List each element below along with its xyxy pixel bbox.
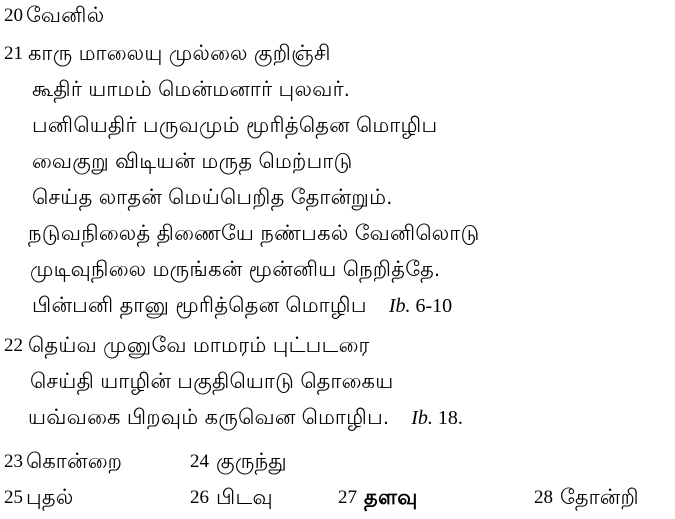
entry-number: 28 (534, 487, 553, 508)
reference-rest: 6-10 (410, 295, 453, 317)
footer-entry (190, 450, 287, 476)
entry-line (28, 222, 480, 248)
entry-reference (389, 295, 452, 317)
entry-line (28, 406, 463, 432)
entry-text: குருந்து (216, 450, 287, 473)
entry-number: 21 (4, 43, 23, 64)
footer-entry (534, 486, 639, 512)
entry-text: பிடவு (216, 486, 273, 509)
footer-entry (190, 486, 273, 512)
entry-text: பின்பனி தானு மூரித்தென மொழிப (32, 294, 367, 317)
entry-text: முடிவுநிலை மருங்கன் மூன்னிய நெறித்தே. (30, 258, 441, 281)
entry-text: வைகுறு விடியன் மருத மெற்பாடு (32, 150, 353, 173)
entry-line (30, 370, 394, 396)
entry-text: கூதிர் யாமம் மென்மனார் புலவர். (32, 78, 350, 101)
footer-entry (4, 450, 122, 476)
entry-line (4, 42, 331, 68)
entry-line (4, 334, 370, 360)
reference-italic: Ib. (388, 295, 411, 317)
entry-line (32, 114, 437, 140)
entry-text: வேனில் (26, 4, 105, 27)
entry-text: பனியெதிர் பருவமும் மூரித்தென மொழிப (32, 114, 438, 137)
entry-line (32, 150, 353, 176)
entry-text: செய்த லாதன் மெய்பெறித தோன்றும். (32, 186, 393, 209)
entry-number: 25 (4, 487, 23, 508)
entry-reference (411, 407, 463, 429)
reference-italic: Ib. (411, 407, 433, 429)
entry-text: கொன்றை (26, 450, 123, 473)
entry-number: 27 (338, 487, 357, 508)
reference-rest: 18. (432, 407, 463, 429)
entry-line (32, 186, 393, 212)
entry-line (32, 294, 452, 320)
footer-entry (4, 486, 74, 512)
entry-text: தளவு (364, 486, 418, 509)
footer-entry (338, 486, 418, 512)
entry-line (4, 4, 104, 30)
entry-text: யவ்வகை பிறவும் கருவென மொழிப. (28, 406, 390, 429)
entry-text: தெய்வ முனுவே மாமரம் புட்படரை (28, 334, 370, 357)
entry-number: 23 (4, 451, 23, 472)
entry-text: நடுவநிலைத் திணையே நண்பகல் வேனிலொடு (28, 222, 480, 245)
entry-line (32, 78, 350, 104)
entry-text: செய்தி யாழின் பகுதியொடு தொகைய (30, 370, 394, 393)
entry-text: புதல் (26, 486, 74, 509)
entry-number: 22 (4, 335, 23, 356)
entry-number: 26 (190, 487, 209, 508)
entry-text: காரு மாலையு முல்லை குறிஞ்சி (28, 42, 331, 65)
entry-text: தோன்றி (560, 486, 639, 509)
entry-number: 24 (190, 451, 209, 472)
entry-line (30, 258, 440, 284)
entry-number: 20 (4, 5, 23, 26)
